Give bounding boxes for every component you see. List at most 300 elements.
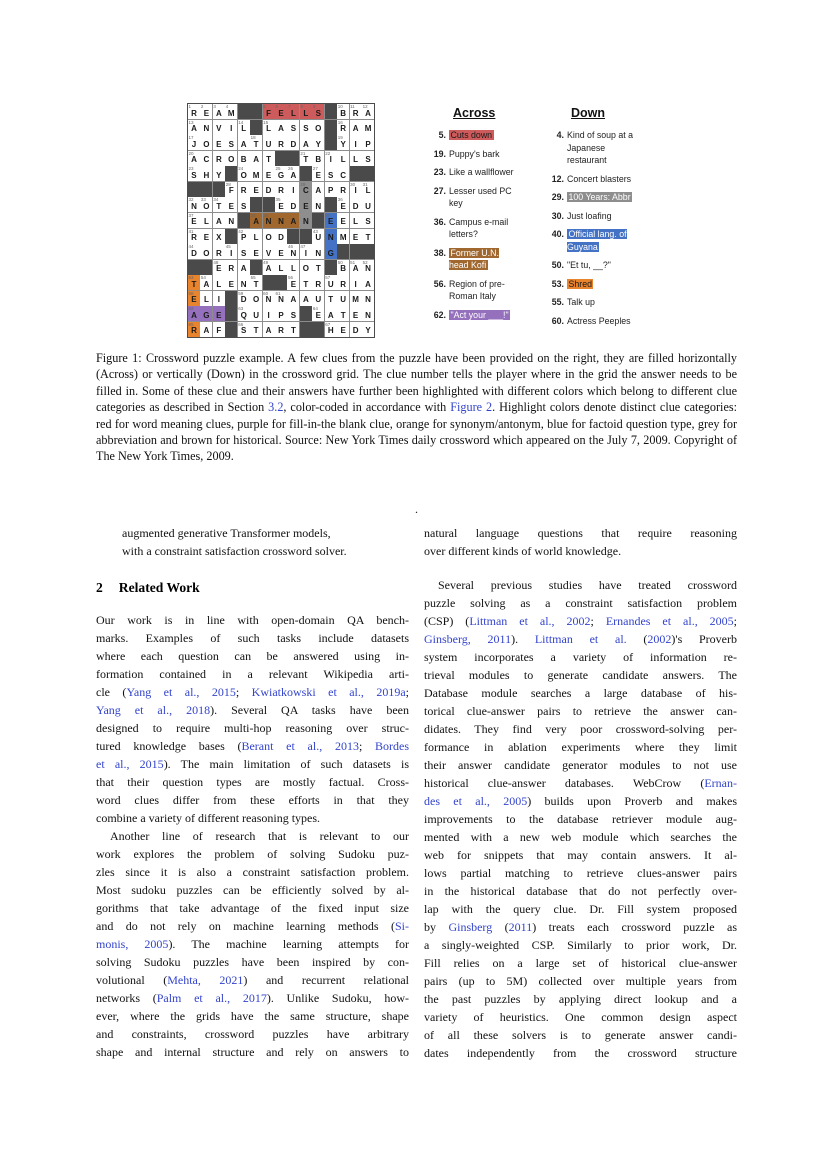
grid-black-cell bbox=[300, 306, 312, 321]
grid-black-cell bbox=[250, 104, 262, 119]
cell-letter: T bbox=[328, 295, 334, 305]
grid-cell bbox=[275, 182, 287, 197]
grid-black-cell bbox=[337, 244, 349, 259]
cell-letter: E bbox=[340, 217, 346, 227]
grid-cell bbox=[263, 260, 275, 275]
grid-cell bbox=[250, 182, 262, 197]
cell-number: 30 bbox=[350, 181, 356, 187]
cell-number: 26 bbox=[287, 166, 293, 172]
grid-cell bbox=[300, 213, 312, 228]
grid-cell bbox=[312, 182, 324, 197]
citation-link[interactable]: Yang et al., 2015 bbox=[126, 685, 236, 699]
clue-text: Kind of soup at a Japanese restaurant bbox=[567, 130, 634, 165]
down-clue bbox=[547, 191, 663, 204]
grid-cell bbox=[325, 306, 337, 321]
grid-cell bbox=[300, 151, 312, 166]
cell-letter: M bbox=[339, 233, 347, 243]
grid-cell bbox=[188, 104, 200, 119]
section-heading bbox=[96, 580, 409, 596]
cell-letter: T bbox=[191, 279, 197, 289]
figure-caption: Figure 1: Crossword puzzle example. A few clues from the puzzle have been provided on the right, they are filled horizontally (Across) or vertically (Down) in the crossword grid. The clue number tells the player where in the grid the answer needs to be filled in. Some of these clue and their answers have further been highlighted with different colors which belong to different clue categories as described in Section 3.2, color-coded in accordance with Figure 2. Highlight colors denote distinct clue categories: red for word meaning clues, purple for fill-in-the blank clue, orange for synonym/antonym, blue for factoid question type, grey for abbreviation and brown for historical. Source: New York Times daily crossword which appeared on the July 7, 2009. Copyright of The New York Times, 2009. bbox=[96, 351, 737, 464]
cell-letter: D bbox=[290, 201, 297, 211]
grid-cell bbox=[350, 322, 362, 337]
grid-cell bbox=[188, 275, 200, 290]
citation-link[interactable]: des et al., 2005 bbox=[424, 794, 528, 808]
grid-cell bbox=[238, 120, 250, 135]
grid-cell bbox=[225, 135, 237, 150]
text-line: zles since it is also a constraint satisfaction problem. bbox=[96, 865, 409, 879]
cell-number: 1 bbox=[188, 104, 192, 109]
grid-cell bbox=[312, 244, 324, 259]
grid-cell bbox=[300, 104, 312, 119]
cell-letter: R bbox=[352, 108, 359, 118]
grid-cell bbox=[213, 151, 225, 166]
text-line: puzzle solving as a constraint satisfaction problem bbox=[424, 596, 737, 610]
grid-black-cell bbox=[188, 260, 200, 275]
grid-cell bbox=[200, 197, 212, 212]
grid-cell bbox=[200, 291, 212, 306]
cell-letter: I bbox=[354, 186, 357, 196]
citation-link[interactable]: et al., 2015 bbox=[96, 757, 164, 771]
citation-link[interactable]: 2002 bbox=[647, 632, 672, 646]
grid-cell bbox=[312, 291, 324, 306]
cell-letter: M bbox=[364, 124, 372, 134]
grid-cell bbox=[337, 182, 349, 197]
grid-cell bbox=[287, 306, 299, 321]
grid-cell bbox=[287, 244, 299, 259]
citation-link[interactable]: Palm et al., 2017 bbox=[156, 991, 267, 1005]
cell-letter: O bbox=[203, 139, 210, 149]
cell-letter: E bbox=[278, 108, 284, 118]
grid-cell bbox=[225, 275, 237, 290]
grid-cell bbox=[238, 306, 250, 321]
grid-cell bbox=[287, 104, 299, 119]
cell-letter: D bbox=[278, 233, 284, 243]
cell-number: 43 bbox=[312, 228, 318, 234]
grid-cell bbox=[238, 275, 250, 290]
cell-number: 61 bbox=[275, 290, 281, 296]
citation-link[interactable]: monis, 2005 bbox=[96, 937, 169, 951]
cell-number: 48 bbox=[213, 259, 219, 265]
grid-black-cell bbox=[225, 291, 237, 306]
across-clue bbox=[429, 216, 531, 241]
grid-cell bbox=[200, 151, 212, 166]
cell-number: 27 bbox=[312, 166, 318, 172]
citation-link[interactable]: Littman et al., 2002 bbox=[469, 614, 591, 628]
cell-number: 23 bbox=[188, 166, 194, 172]
across-clue bbox=[429, 148, 531, 161]
grid-cell bbox=[200, 306, 212, 321]
grid-black-cell bbox=[225, 306, 237, 321]
grid-cell bbox=[312, 151, 324, 166]
grid-cell bbox=[213, 260, 225, 275]
cell-letter: E bbox=[191, 217, 197, 227]
cell-letter: B bbox=[340, 108, 347, 118]
grid-black-cell bbox=[312, 213, 324, 228]
clue-text: Cuts down bbox=[450, 130, 493, 140]
text-line: Fill relies on a large set of historical clue-answer bbox=[424, 956, 737, 970]
citation-link[interactable]: Ernandes et al., 2005 bbox=[605, 614, 734, 628]
grid-cell bbox=[213, 120, 225, 135]
cell-number: 13 bbox=[188, 119, 194, 125]
cell-letter: A bbox=[203, 326, 210, 336]
text-line: gorithms that take advantage of the fixed input size bbox=[96, 901, 409, 915]
text-line: cle (Yang et al., 2015; Kwiatkowski et al., 2019a; bbox=[96, 685, 409, 699]
text-line: over different kinds of world knowledge. bbox=[424, 544, 622, 558]
grid-cell bbox=[275, 322, 287, 337]
clue-number: 27. bbox=[433, 185, 446, 196]
cell-letter: A bbox=[215, 108, 222, 118]
grid-cell bbox=[287, 260, 299, 275]
cell-letter: N bbox=[315, 201, 322, 211]
grid-cell bbox=[200, 166, 212, 181]
cell-letter: S bbox=[365, 217, 371, 227]
cell-letter: E bbox=[278, 201, 284, 211]
cell-letter: P bbox=[328, 186, 334, 196]
left-column bbox=[96, 524, 409, 1061]
grid-cell bbox=[213, 229, 225, 244]
grid-cell bbox=[287, 166, 299, 181]
grid-cell bbox=[238, 244, 250, 259]
section-number: 2 bbox=[96, 580, 103, 595]
cell-letter: A bbox=[240, 139, 247, 149]
cell-number: 44 bbox=[188, 244, 194, 250]
cell-number: 24 bbox=[238, 166, 244, 172]
cell-letter: I bbox=[292, 186, 295, 196]
grid-cell bbox=[238, 182, 250, 197]
cell-letter: T bbox=[340, 310, 346, 320]
cell-letter: N bbox=[365, 264, 371, 274]
grid-cell bbox=[213, 213, 225, 228]
grid-cell bbox=[200, 229, 212, 244]
cell-letter: Y bbox=[216, 170, 222, 180]
grid-cell bbox=[263, 135, 275, 150]
grid-cell bbox=[325, 229, 337, 244]
cell-number: 11 bbox=[350, 104, 355, 109]
cell-number: 22 bbox=[325, 150, 331, 156]
grid-cell bbox=[350, 306, 362, 321]
cell-letter: V bbox=[216, 124, 222, 134]
text-line: lap with the query clue. Dr. Fill system proposed bbox=[424, 902, 737, 916]
cell-letter: L bbox=[203, 217, 209, 227]
down-clue bbox=[547, 296, 663, 309]
citation-link[interactable]: Bordes bbox=[375, 739, 410, 753]
text-line: the past puzzles by applying direct lookup and a bbox=[424, 992, 737, 1006]
citation-link[interactable]: Figure 2 bbox=[450, 400, 493, 415]
cell-letter: A bbox=[352, 124, 359, 134]
grid-cell bbox=[188, 166, 200, 181]
cell-letter: D bbox=[240, 295, 247, 305]
cell-letter: A bbox=[265, 326, 272, 336]
grid-cell bbox=[362, 275, 374, 290]
cell-number: 45 bbox=[225, 244, 231, 250]
cell-number: 29 bbox=[300, 181, 306, 187]
cell-letter: N bbox=[240, 279, 247, 289]
cell-letter: N bbox=[191, 201, 197, 211]
grid-black-cell bbox=[250, 197, 262, 212]
down-clue bbox=[547, 228, 663, 253]
grid-cell bbox=[312, 275, 324, 290]
cell-letter: O bbox=[265, 233, 272, 243]
across-clue-list bbox=[429, 129, 531, 321]
cell-letter: G bbox=[327, 248, 334, 258]
right-column bbox=[424, 524, 737, 1062]
cell-number: 2 bbox=[200, 104, 204, 109]
cell-letter: C bbox=[302, 186, 309, 196]
grid-cell bbox=[250, 275, 262, 290]
grid-black-cell bbox=[325, 197, 337, 212]
grid-black-cell bbox=[325, 260, 337, 275]
cell-letter: U bbox=[365, 201, 371, 211]
citation-link[interactable]: Berant et al., 2013 bbox=[241, 739, 359, 753]
cell-letter: R bbox=[215, 155, 222, 165]
text-line: tured knowledge bases (Berant et al., 2013; Bordes bbox=[96, 739, 410, 753]
grid-cell bbox=[312, 260, 324, 275]
grid-cell bbox=[275, 120, 287, 135]
citation-link[interactable]: Ernan- bbox=[704, 776, 737, 790]
cell-letter: R bbox=[340, 186, 347, 196]
clue-number: 23. bbox=[433, 167, 446, 177]
cell-number: 47 bbox=[300, 244, 306, 250]
cell-letter: F bbox=[216, 326, 222, 336]
text-line: solving Sudoku puzzles have been inspired by con- bbox=[96, 955, 409, 969]
cell-letter: L bbox=[365, 186, 371, 196]
grid-black-cell bbox=[238, 104, 250, 119]
grid-black-cell bbox=[225, 166, 237, 181]
cell-letter: X bbox=[216, 233, 222, 243]
citation-link[interactable]: Yang et al., 2018 bbox=[96, 703, 211, 717]
grid-cell bbox=[275, 244, 287, 259]
cell-number: 18 bbox=[250, 135, 256, 141]
cell-letter: N bbox=[315, 248, 322, 258]
grid-cell bbox=[325, 182, 337, 197]
grid-cell bbox=[238, 260, 250, 275]
grid-cell bbox=[337, 322, 349, 337]
cell-letter: A bbox=[240, 264, 247, 274]
text-line: des et al., 2005) builds upon Proverb and makes bbox=[424, 794, 737, 808]
clue-text: Like a wallflower bbox=[449, 167, 514, 177]
cell-letter: Y bbox=[340, 139, 346, 149]
grid-cell bbox=[188, 322, 200, 337]
grid-cell bbox=[350, 182, 362, 197]
cell-letter: A bbox=[315, 186, 322, 196]
cell-letter: D bbox=[352, 201, 359, 211]
cell-number: 52 bbox=[362, 259, 368, 265]
across-clues-column bbox=[429, 106, 531, 333]
cell-letter: M bbox=[352, 295, 359, 305]
cell-letter: A bbox=[203, 279, 210, 289]
grid-cell bbox=[362, 182, 374, 197]
citation-link[interactable]: Si- bbox=[394, 919, 409, 933]
grid-black-cell bbox=[263, 197, 275, 212]
cell-number: 38 bbox=[250, 212, 256, 218]
cell-letter: F bbox=[228, 186, 234, 196]
cell-letter: A bbox=[290, 217, 297, 227]
cell-letter: A bbox=[191, 124, 197, 134]
across-clue bbox=[429, 278, 531, 303]
grid-cell bbox=[250, 306, 262, 321]
grid-black-cell bbox=[275, 151, 287, 166]
cell-letter: I bbox=[230, 124, 233, 134]
clue-text: Puppy's bark bbox=[449, 148, 500, 159]
grid-cell bbox=[188, 229, 200, 244]
cell-number: 59 bbox=[238, 290, 244, 296]
clue-number: 40. bbox=[551, 229, 564, 239]
clue-number: 55. bbox=[551, 297, 564, 307]
cell-number: 41 bbox=[188, 228, 194, 234]
cell-letter: R bbox=[191, 326, 197, 336]
cell-letter: T bbox=[253, 279, 259, 289]
grid-cell bbox=[287, 120, 299, 135]
clue-text: Just loafing bbox=[567, 210, 612, 221]
text-line: pairs (up to 5M) collected over multiple years from bbox=[424, 974, 737, 988]
cell-letter: L bbox=[253, 233, 259, 243]
clue-number: 12. bbox=[551, 173, 564, 184]
grid-cell bbox=[275, 166, 287, 181]
cell-letter: E bbox=[340, 201, 346, 211]
cell-letter: U bbox=[253, 310, 260, 320]
clue-number: 19. bbox=[433, 148, 446, 159]
clue-panel bbox=[429, 106, 663, 333]
cell-letter: N bbox=[228, 217, 235, 227]
cell-number: 49 bbox=[263, 259, 269, 265]
cell-letter: A bbox=[278, 124, 284, 134]
citation-link[interactable]: Kwiatkowski et al., 2019a bbox=[251, 685, 406, 699]
grid-cell bbox=[213, 135, 225, 150]
cell-letter: N bbox=[290, 248, 297, 258]
cell-letter: E bbox=[191, 295, 197, 305]
citation-link[interactable]: Mehta, 2021 bbox=[167, 973, 244, 987]
citation-link[interactable]: 2011 bbox=[508, 920, 533, 934]
clue-text: Region of pre- Roman Italy bbox=[449, 278, 505, 301]
grid-cell bbox=[238, 197, 250, 212]
grid-cell bbox=[362, 213, 374, 228]
cell-letter: L bbox=[278, 264, 284, 274]
citation-link[interactable]: Ginsberg, 2011 bbox=[424, 632, 512, 646]
cell-letter: I bbox=[354, 139, 357, 149]
grid-cell bbox=[300, 244, 312, 259]
down-clue bbox=[547, 210, 663, 223]
grid-cell bbox=[213, 322, 225, 337]
text-line: in the historical database that do not perfectly over- bbox=[424, 884, 737, 898]
section-title: Related Work bbox=[118, 580, 200, 595]
grid-cell bbox=[337, 135, 349, 150]
cell-letter: A bbox=[290, 170, 297, 180]
cell-letter: E bbox=[216, 310, 222, 320]
cell-letter: S bbox=[241, 326, 247, 336]
left-column-text bbox=[96, 611, 409, 1061]
grid-cell bbox=[300, 197, 312, 212]
cell-letter: I bbox=[304, 248, 307, 258]
grid-cell bbox=[362, 291, 374, 306]
cell-letter: D bbox=[352, 326, 359, 336]
grid-cell bbox=[213, 197, 225, 212]
cell-letter: L bbox=[340, 155, 346, 165]
grid-cell bbox=[200, 244, 212, 259]
cell-number: 57 bbox=[325, 275, 331, 281]
cell-letter: T bbox=[290, 326, 296, 336]
text-line: designed to require multi-hop reasoning over struc- bbox=[96, 721, 409, 735]
grid-black-cell bbox=[213, 182, 225, 197]
cell-letter: A bbox=[327, 310, 334, 320]
across-clue bbox=[429, 185, 531, 210]
grid-cell bbox=[300, 182, 312, 197]
citation-link[interactable]: Ginsberg bbox=[448, 920, 493, 934]
cell-letter: E bbox=[315, 170, 321, 180]
grid-cell bbox=[287, 213, 299, 228]
clue-text: Campus e-mail letters? bbox=[449, 216, 509, 239]
cell-letter: U bbox=[265, 139, 272, 149]
text-line: torical clue-answer pairs to retrieve the answer can- bbox=[424, 704, 737, 718]
grid-black-cell bbox=[300, 229, 312, 244]
cell-letter: R bbox=[240, 186, 247, 196]
clue-text: Actress Peeples bbox=[567, 315, 631, 326]
text-line: historical clue-answer databases. WebCrow (Ernan- bbox=[424, 776, 737, 790]
cell-letter: S bbox=[290, 124, 297, 134]
text-line: (CSP) (Littman et al., 2002; Ernandes et al., 2005; bbox=[424, 614, 738, 628]
cell-letter: G bbox=[203, 310, 210, 320]
text-line: of all these solvers is to generate answer candi- bbox=[424, 1028, 737, 1042]
grid-cell bbox=[350, 104, 362, 119]
grid-cell bbox=[263, 166, 275, 181]
citation-link[interactable]: Littman et al. bbox=[534, 632, 627, 646]
cell-letter: R bbox=[340, 124, 347, 134]
down-clue bbox=[547, 315, 663, 328]
clue-number: 56. bbox=[433, 278, 446, 289]
cell-number: 7 bbox=[287, 104, 291, 109]
cell-number: 17 bbox=[188, 135, 194, 141]
text-line: where each question can be answered using in- bbox=[96, 649, 409, 663]
cell-letter: P bbox=[241, 233, 247, 243]
cell-letter: S bbox=[303, 124, 309, 134]
stray-period: . bbox=[415, 502, 418, 516]
grid-cell bbox=[188, 120, 200, 135]
across-clue bbox=[429, 309, 531, 322]
text-line: work explores the problem of solving Sudoku puz- bbox=[96, 847, 409, 861]
cell-letter: E bbox=[228, 201, 234, 211]
cell-number: 35 bbox=[275, 197, 281, 203]
cell-letter: C bbox=[340, 170, 347, 180]
clue-number: 5. bbox=[438, 130, 446, 140]
text-line: formation contained in a relevant Wikipedia arti- bbox=[96, 667, 409, 681]
cell-number: 66 bbox=[238, 321, 244, 327]
clue-text: "Act your ___!" bbox=[450, 309, 509, 320]
cell-number: 25 bbox=[275, 166, 281, 172]
grid-cell bbox=[275, 104, 287, 119]
grid-black-cell bbox=[200, 182, 212, 197]
citation-link[interactable]: 3.2 bbox=[268, 400, 284, 415]
cell-letter: T bbox=[365, 233, 371, 243]
cell-number: 42 bbox=[238, 228, 244, 234]
grid-cell bbox=[250, 166, 262, 181]
text-line: improvements to the database retriever module aug- bbox=[424, 812, 737, 826]
cell-letter: N bbox=[203, 124, 210, 134]
grid-cell bbox=[263, 120, 275, 135]
grid-cell bbox=[362, 322, 374, 337]
grid-cell bbox=[213, 166, 225, 181]
cell-letter: B bbox=[340, 264, 347, 274]
cell-letter: E bbox=[265, 170, 272, 180]
grid-black-cell bbox=[350, 244, 362, 259]
cell-letter: L bbox=[290, 108, 296, 118]
text-line: Our work is in line with open-domain QA bench- bbox=[96, 613, 409, 627]
cell-number: 10 bbox=[337, 104, 343, 109]
cell-letter: F bbox=[266, 108, 271, 118]
cell-letter: A bbox=[302, 139, 309, 149]
clue-text: Concert blasters bbox=[567, 173, 632, 184]
clue-text: 100 Years: Abbr bbox=[568, 192, 631, 202]
text-line: Another line of research that is relevant to our bbox=[110, 829, 409, 843]
